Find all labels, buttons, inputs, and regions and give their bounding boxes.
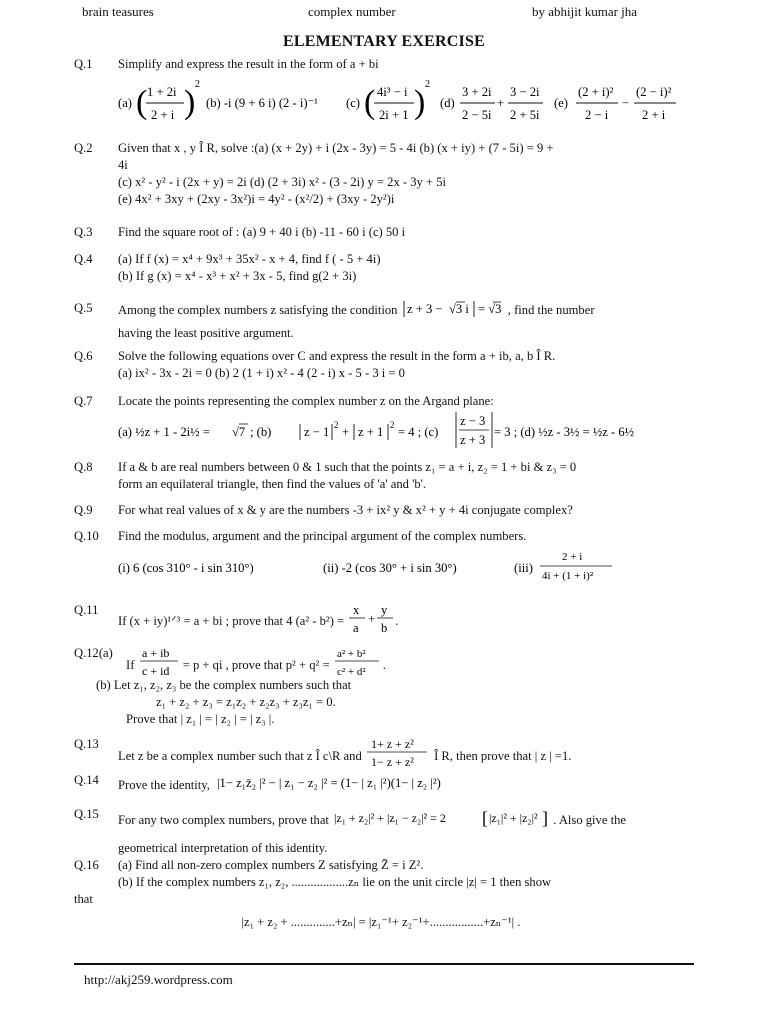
- question-number: Q.6: [74, 349, 93, 363]
- question-number: Q.14: [74, 773, 99, 787]
- question-text: If a & b are real numbers between 0 & 1 such that the points z₁ = a + i, z₂ = 1 + bi & z₃ = 0: [118, 460, 577, 474]
- q10-i: (i) 6 (cos 310° - i sin 310°): [118, 561, 254, 575]
- q7-b-label: ; (b): [250, 425, 272, 439]
- svg-text:a² + b²: a² + b²: [336, 648, 366, 660]
- question-text-part: Let z be a complex number such that z Î c\R and: [118, 749, 362, 763]
- question-text-part: Among the complex numbers z satisfying the condition: [118, 303, 398, 317]
- q1-a-label: (a): [118, 96, 132, 110]
- svg-text:x: x: [353, 603, 360, 617]
- svg-text:+: +: [497, 96, 505, 110]
- q5-condition: [401, 300, 505, 318]
- q10-iii-label: (iii): [514, 561, 533, 575]
- question-text: (b) Let z₁, z₂, z₃ be the complex numbers such that: [96, 678, 352, 692]
- svg-text:(: (: [136, 84, 148, 121]
- question-text-part: . Also give the: [553, 813, 626, 827]
- svg-text:z + 1: z + 1: [358, 425, 384, 439]
- svg-text:3 + 2i: 3 + 2i: [462, 85, 492, 99]
- question-text: (a) If f (x) = x⁴ + 9x³ + 35x² - x + 4, find f ( - 5 + 4i): [118, 252, 381, 266]
- page-title: ELEMENTARY EXERCISE: [283, 33, 485, 50]
- q1-d-label: (d): [440, 96, 455, 110]
- question-text: If (x + iy)¹ᐟ³ = a + bi ; prove that 4 (a² - b²) = x a + y b .: [118, 602, 704, 638]
- question-text: Find the modulus, argument and the principal argument of the complex numbers.: [118, 529, 527, 543]
- question-text: Simplify and express the result in the form of a + bi: [118, 57, 379, 71]
- svg-text:z + 3: z + 3: [460, 433, 486, 447]
- q1-c-label: (c): [346, 96, 360, 110]
- svg-text:(: (: [364, 84, 376, 121]
- svg-text:2i + 1: 2i + 1: [379, 108, 409, 122]
- question-text: (b) If g (x) = x⁴ - x³ + x² + 3x - 5, find g(2 + 3i): [118, 269, 357, 283]
- svg-text:+: +: [342, 425, 350, 439]
- q12-fraction-lhs: [138, 645, 180, 681]
- svg-text:2 + i: 2 + i: [151, 108, 175, 122]
- question-number: Q.10: [74, 529, 99, 543]
- svg-text:y: y: [381, 603, 388, 617]
- question-text: having the least positive argument.: [118, 326, 294, 340]
- svg-text:2 + 5i: 2 + 5i: [510, 108, 540, 122]
- svg-text:z − 1: z − 1: [304, 425, 330, 439]
- question-text-part: If (x + iy)¹ᐟ³ = a + bi ; prove that 4 (a² - b²) =: [118, 614, 348, 628]
- svg-text:(2 − i)²: (2 − i)²: [636, 85, 672, 99]
- question-number: Q.5: [74, 301, 93, 315]
- svg-text:2: 2: [334, 420, 339, 430]
- svg-text:2 − 5i: 2 − 5i: [462, 108, 492, 122]
- question-number: Q.1: [74, 57, 93, 71]
- svg-text:]: ]: [542, 808, 549, 828]
- q10-expressions: [118, 545, 704, 587]
- svg-text:): ): [184, 84, 196, 121]
- svg-text:z − 3: z − 3: [460, 414, 486, 428]
- question-number: Q.11: [74, 603, 99, 617]
- header-right: by abhijit kumar jha: [532, 4, 638, 19]
- question-number: Q.12(a): [74, 646, 113, 660]
- svg-text:3 − 2i: 3 − 2i: [510, 85, 540, 99]
- svg-text:√3 i: √3 i: [448, 302, 469, 316]
- svg-text:z + 3 −: z + 3 −: [406, 302, 443, 316]
- question-text: that: [74, 892, 93, 906]
- svg-text:): ): [414, 84, 426, 121]
- question-number: Q.9: [74, 503, 93, 517]
- question-text: Prove that | z₁ | = | z₂ | = | z₃ |.: [126, 712, 275, 726]
- svg-text:a: a: [353, 621, 359, 635]
- question-text: [118, 772, 704, 794]
- question-number: Q.13: [74, 737, 99, 751]
- q7-d: = 3 ; (d) ½z - 3½ = ½z - 6½: [494, 425, 635, 439]
- question-text-part: Î R, then prove that | z | =1.: [434, 749, 572, 763]
- q12-fraction-rhs: [333, 645, 383, 681]
- question-number: Q.4: [74, 252, 93, 266]
- question-text: (e) 4x² + 3xy + (2xy - 3x²)i = 4y² - (x²/2) + (3xy - 2y²)i: [118, 192, 395, 206]
- question-text: [118, 300, 704, 319]
- q1-e-label: (e): [554, 96, 568, 110]
- svg-text:2: 2: [390, 420, 395, 430]
- question-text: Given that x , y Î R, solve :(a) (x + 2y) + i (2x - 3y) = 5 - 4i (b) (x + iy) + (7 - 5i) = 9 +: [118, 141, 554, 155]
- question-text: 4i: [118, 158, 128, 172]
- svg-text:4i + (1 + i)²: 4i + (1 + i)²: [542, 570, 594, 582]
- question-text: z₁ + z₂ + z₃ = z₁z₂ + z₂z₃ + z₃z₁ = 0.: [156, 695, 336, 709]
- header-left: brain teasures: [82, 4, 154, 19]
- question-text-part: = p + qi , prove that p² + q² =: [182, 658, 330, 672]
- question-number: Q.15: [74, 807, 99, 821]
- q11-fraction: [347, 602, 395, 638]
- svg-text:b: b: [381, 621, 388, 635]
- question-text: (a) Find all non-zero complex numbers Z satisfying Z̄ = i Z².: [118, 858, 424, 872]
- question-text: (b) If the complex numbers z₁, z₂, ..................zₙ lie on the unit circle |z| = 1 then show: [118, 875, 552, 889]
- question-text: Solve the following equations over C and express the result in the form a + ib, a, b Î R.: [118, 349, 556, 363]
- svg-text:|1− z₁z̄₂ |² − | z₁ − z₂ |² =: |1− z₁z̄₂ |² − | z₁ − z₂ |² = (1− | z₁ |²)(1− | z₂ |²): [217, 776, 441, 790]
- question-text: [118, 806, 704, 830]
- q14-identity: [213, 772, 503, 794]
- svg-text:= √3: = √3: [477, 302, 502, 316]
- svg-text:2 + i: 2 + i: [562, 551, 583, 563]
- q13-fraction: [365, 736, 431, 772]
- question-text-part: If: [126, 658, 135, 672]
- q1-expressions: [118, 73, 708, 131]
- q15-identity: [332, 806, 550, 830]
- svg-text:|z₁ + z₂|² + |z₁ − z₂|² = 2: |z₁ + z₂|² + |z₁ − z₂|² = 2: [334, 811, 446, 825]
- question-text-part: , find the number: [507, 303, 595, 317]
- svg-text:(2 + i)²: (2 + i)²: [578, 85, 614, 99]
- svg-text:2: 2: [425, 79, 430, 90]
- header-center: complex number: [308, 4, 396, 19]
- question-text: form an equilateral triangle, then find the values of 'a' and 'b'.: [118, 477, 427, 491]
- question-text-part: Prove the identity,: [118, 778, 210, 792]
- question-number: Q.8: [74, 460, 93, 474]
- question-text: If a + ib c + id = p + qi , prove that p² + q² = a² + b² c² + d² .: [126, 645, 704, 673]
- svg-text:[: [: [482, 808, 489, 828]
- footer-divider: [74, 963, 694, 965]
- question-text: (a) ix² - 3x - 2i = 0 (b) 2 (1 + i) x² - 4 (2 - i) x - 5 - 3 i = 0: [118, 366, 405, 380]
- question-text: [118, 736, 704, 772]
- svg-text:+: +: [368, 612, 376, 626]
- svg-text:4i³ − i: 4i³ − i: [377, 85, 408, 99]
- q10-ii: (ii) -2 (cos 30° + i sin 30°): [323, 561, 457, 575]
- svg-text:2: 2: [195, 79, 200, 90]
- svg-text:a + ib: a + ib: [141, 646, 169, 660]
- question-number: Q.7: [74, 394, 93, 408]
- q1-b: (b) -i (9 + 6 i) (2 - i)⁻¹: [206, 96, 318, 110]
- question-number: Q.3: [74, 225, 93, 239]
- question-text: |z₁ + z₂ + ..............+zₙ| = |z₁⁻¹+ z₂⁻¹+.................+zₙ⁻¹| .: [241, 915, 521, 929]
- question-number: Q.16: [74, 858, 99, 872]
- question-text: For what real values of x & y are the numbers -3 + ix² y & x² + y + 4i conjugate complex?: [118, 503, 573, 517]
- svg-text:1 + 2i: 1 + 2i: [147, 85, 177, 99]
- svg-text:1+ z + z²: 1+ z + z²: [370, 737, 414, 751]
- svg-text:1− z + z²: 1− z + z²: [370, 755, 414, 769]
- question-number: Q.2: [74, 141, 93, 155]
- q7-c-label: = 4 ; (c): [398, 425, 439, 439]
- q7-expressions: [118, 410, 704, 450]
- svg-text:c² + d²: c² + d²: [336, 666, 366, 678]
- svg-text:√7: √7: [232, 425, 246, 439]
- svg-text:|z₁|² + |z₂|²: |z₁|² + |z₂|²: [489, 811, 538, 825]
- svg-text:−: −: [622, 96, 630, 110]
- q7-a: (a) ½z + 1 - 2i½ =: [118, 425, 210, 439]
- svg-text:c + id: c + id: [141, 664, 169, 678]
- question-text: geometrical interpretation of this identity.: [118, 841, 328, 855]
- question-text-part: For any two complex numbers, prove that: [118, 813, 329, 827]
- footer-url[interactable]: http://akj259.wordpress.com: [84, 972, 233, 987]
- svg-text:2 + i: 2 + i: [642, 108, 666, 122]
- question-text: (c) x² - y² - i (2x + y) = 2i (d) (2 + 3i) x² - (3 - 2i) y = 2x - 3y + 5i: [118, 175, 447, 189]
- question-text: Find the square root of : (a) 9 + 40 i (b) -11 - 60 i (c) 50 i: [118, 225, 406, 239]
- question-text: Locate the points representing the complex number z on the Argand plane:: [118, 394, 494, 408]
- svg-text:2 − i: 2 − i: [585, 108, 609, 122]
